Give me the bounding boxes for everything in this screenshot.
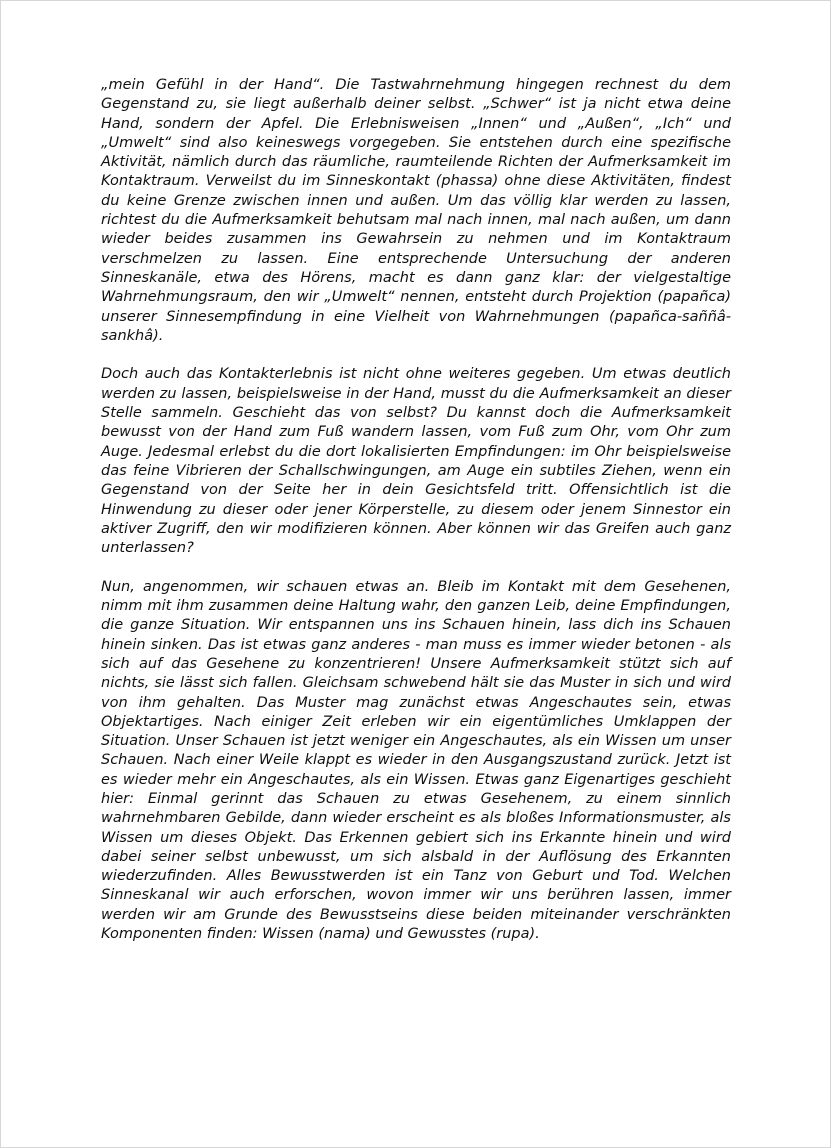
text-body xyxy=(101,76,731,964)
paragraph-2: Doch auch das Kontakterlebnis ist nicht ohne weiteres gegeben. Um etwas deutlich werden zu lassen, beispielsweise in der Hand, musst du die Aufmerksamkeit an dieser Stelle sammeln. Geschieht das von selbst? Du kannst doch die Aufmerksamkeit bewusst von der Hand zum Fuß wandern lassen, vom Fuß zum Ohr, vom Ohr zum Auge. Jedesmal erlebst du die dort lokalisierten Empfindungen: im Ohr beispielsweise das feine Vibrieren der Schallschwingungen, am Auge ein subtiles Ziehen, wenn ein Gegenstand von der Seite her in dein Gesichtsfeld tritt. Offensichtlich ist die Hinwendung zu dieser oder jener Körperstelle, zu diesem oder jenem Sinnestor ein aktiver Zugriff, den wir modifizieren können. Aber können wir das Greifen auch ganz unterlassen? xyxy=(101,366,731,557)
paragraph-1: „mein Gefühl in der Hand“. Die Tastwahrnehmung hingegen rechnest du dem Gegenstand zu, sie liegt außerhalb deiner selbst. „Schwer“ ist ja nicht etwa deine Hand, sondern der Apfel. Die Erlebnisweisen „Innen“ und „Außen“, „Ich“ und „Umwelt“ sind also keineswegs vorgegeben. Sie entstehen durch eine spezifische Aktivität, nämlich durch das räumliche, raumteilende Richten der Aufmerksamkeit im Kontaktraum. Verweilst du im Sinneskontakt (phassa) ohne diese Aktivitäten, findest du keine Grenze zwischen innen und außen. Um das völlig klar werden zu lassen, richtest du die Aufmerksamkeit behutsam mal nach innen, mal nach außen, um dann wieder beides zusammen ins Gewahrsein zu nehmen und im Kontaktraum verschmelzen zu lassen. Eine entsprechende Untersuchung der anderen Sinneskanäle, etwa des Hörens, macht es dann ganz klar: der vielgestaltige Wahrnehmungsraum, den wir „Umwelt“ nennen, entsteht durch Projektion (papañca) unserer Sinnesempfindung in eine Vielheit von Wahrnehmungen (papañca-saññâ-sankhâ). xyxy=(101,77,731,344)
paragraph-3: Nun, angenommen, wir schauen etwas an. Bleib im Kontakt mit dem Gesehenen, nimm mit ihm zusammen deine Haltung wahr, den ganzen Leib, deine Empfindungen, die ganze Situation. Wir entspannen uns ins Schauen hinein, lass dich ins Schauen hinein sinken. Das ist etwas ganz anderes - man muss es immer wieder betonen - als sich auf das Gesehene zu konzentrieren! Unsere Aufmerksamkeit stützt sich auf nichts, sie lässt sich fallen. Gleichsam schwebend hält sie das Muster in sich und wird von ihm gehalten. Das Muster mag zunächst etwas Angeschautes sein, etwas Objektartiges. Nach einiger Zeit erleben wir ein eigentümliches Umklappen der Situation. Unser Schauen ist jetzt weniger ein Angeschautes, als ein Wissen um unser Schauen. Nach einer Weile klappt es wieder in den Ausgangszustand zurück. Jetzt ist es wieder mehr ein Angeschautes, als ein Wissen. Etwas ganz Eigenartiges geschieht hier: Einmal gerinnt das Schauen zu etwas Gesehenem, zu einem sinnlich wahrnehmbaren Gebilde, dann wieder erscheint es als bloßes Informationsmuster, als Wissen um dieses Objekt. Das Erkennen gebiert sich ins Erkannte hinein und wird dabei seiner selbst unbewusst, um sich alsbald in der Auflösung des Erkannten wiederzufinden. Alles Bewusstwerden ist ein Tanz von Geburt und Tod. Welchen Sinneskanal wir auch erforschen, wovon immer wir uns berühren lassen, immer werden wir am Grunde des Bewusstseins diese beiden miteinander verschränkten Komponenten finden: Wissen (nama) und Gewusstes (rupa). xyxy=(101,578,731,943)
